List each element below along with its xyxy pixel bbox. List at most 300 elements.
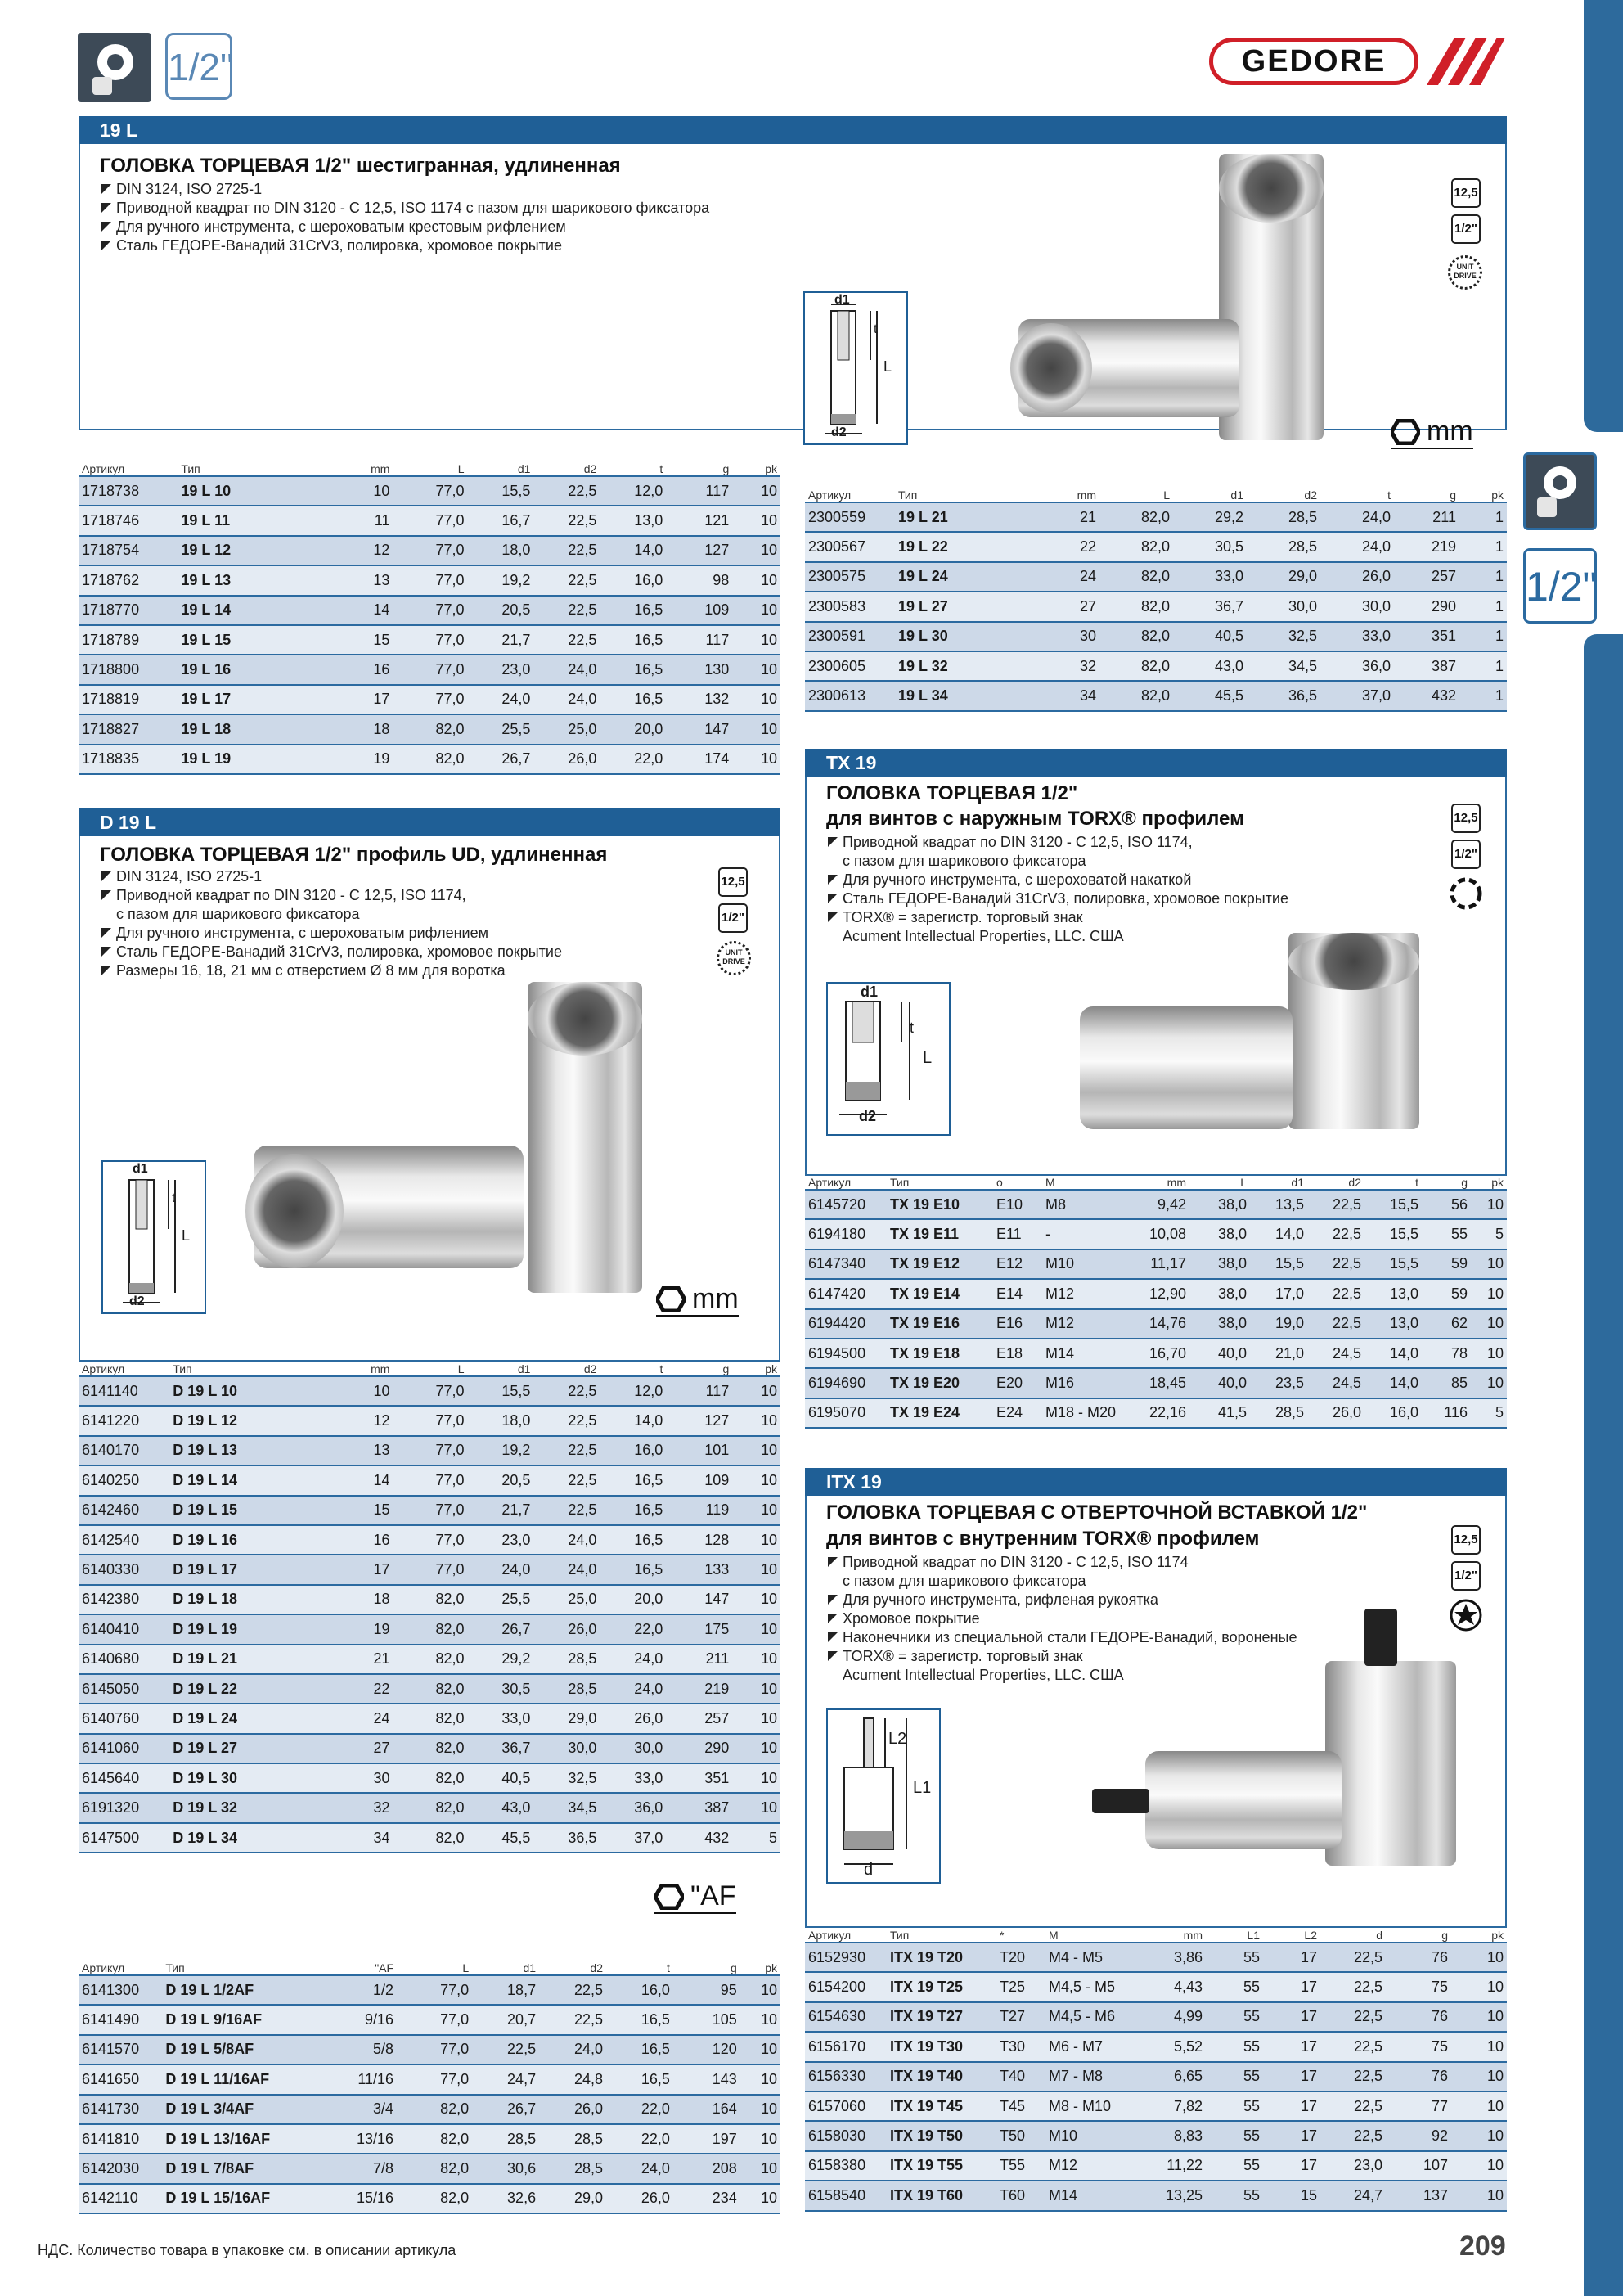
table-row <box>805 2062 1507 2091</box>
table-cell: 14,0 <box>1364 1368 1422 1398</box>
dim-t: t <box>172 1191 176 1205</box>
table-cell: 22,5 <box>1320 1972 1386 2001</box>
table-cell: ITX 19 T27 <box>887 2002 996 2032</box>
table-cell: 10 <box>1451 2181 1507 2210</box>
table-row <box>79 714 780 744</box>
table-cell: 6158540 <box>805 2181 887 2210</box>
table-cell: 36,7 <box>468 1734 534 1763</box>
bullet: Для ручного инструмента, рифленая рукоятка <box>826 1591 1297 1609</box>
table-cell: 15 <box>1263 2181 1320 2210</box>
table-cell: ITX 19 T40 <box>887 2062 996 2091</box>
table-cell: 19,2 <box>468 565 534 595</box>
table-cell: 24 <box>310 1704 393 1733</box>
table-cell: 16,5 <box>600 1525 666 1555</box>
table-cell: 95 <box>673 1975 740 2005</box>
table-cell: 10 <box>732 1585 780 1614</box>
col-header: d2 <box>533 458 600 476</box>
table-cell: 105 <box>673 2005 740 2034</box>
table-cell: 5 <box>1471 1398 1507 1428</box>
table-row <box>805 1279 1507 1308</box>
table-cell: 13 <box>310 565 393 595</box>
table-cell: E24 <box>993 1398 1042 1428</box>
table-cell: 34,5 <box>533 1793 600 1822</box>
table-cell: 6147420 <box>805 1279 887 1308</box>
table-body <box>805 1943 1507 2211</box>
half-inch-icon: 1/2" <box>1451 214 1481 244</box>
col-header: t <box>600 1358 666 1376</box>
table-cell: 19 L 14 <box>178 596 310 625</box>
table-cell: 10 <box>732 1704 780 1733</box>
table-cell: 19 L 27 <box>895 592 1018 621</box>
table-cell: 17 <box>1263 2091 1320 2121</box>
table-cell: 107 <box>1386 2151 1451 2181</box>
col-header: Артикул <box>79 1358 169 1376</box>
table-cell: TX 19 E10 <box>887 1190 993 1219</box>
table-cell: 24,0 <box>533 655 600 684</box>
table-cell: 22,5 <box>533 1376 600 1406</box>
hex-icon <box>654 1884 684 1910</box>
side-half-inch-icon: 1/2" <box>1523 548 1597 624</box>
table-cell: 15,5 <box>1364 1190 1422 1219</box>
table-row <box>79 1975 780 2005</box>
table-cell: 28,5 <box>533 1674 600 1704</box>
table-cell: 19 <box>310 745 393 774</box>
dimension-diagram-itx19 <box>826 1708 941 1884</box>
table-cell: 164 <box>673 2095 740 2124</box>
table-cell: M16 <box>1042 1368 1132 1398</box>
col-header: L <box>393 458 467 476</box>
table-cell: 17,0 <box>1250 1279 1307 1308</box>
footer-note: НДС. Количество товара в упаковке см. в описании артикула <box>38 2242 456 2258</box>
table-cell: 22,5 <box>539 1975 606 2005</box>
table-cell: D 19 L 19 <box>169 1614 310 1644</box>
table-cell: 20,0 <box>600 1585 666 1614</box>
table-cell: 1/2 <box>330 1975 397 2005</box>
table-cell: 26,0 <box>606 2184 673 2213</box>
col-header: d1 <box>1173 484 1247 502</box>
table-cell: M8 - M10 <box>1045 2091 1144 2121</box>
table-cell: 127 <box>666 536 732 565</box>
table-row <box>805 2091 1507 2121</box>
table-cell: 351 <box>666 1763 732 1793</box>
table-cell: 38,0 <box>1189 1190 1250 1219</box>
table-cell: M7 - M8 <box>1045 2062 1144 2091</box>
table-cell: 33,0 <box>1173 562 1247 592</box>
table-cell: 117 <box>666 1376 732 1406</box>
table-cell: 82,0 <box>1099 592 1173 621</box>
col-header: Тип <box>895 484 1018 502</box>
table-cell: 22,0 <box>600 745 666 774</box>
table-cell: 22,5 <box>533 1436 600 1465</box>
table-row <box>805 2121 1507 2150</box>
table-cell: 16,5 <box>600 1555 666 1584</box>
table-cell: 55 <box>1206 2151 1263 2181</box>
table-cell: 22,5 <box>1320 2121 1386 2150</box>
table-row <box>79 596 780 625</box>
table-row <box>805 2151 1507 2181</box>
table-cell: 11,22 <box>1144 2151 1206 2181</box>
table-cell: 6140250 <box>79 1465 169 1495</box>
table-cell: 22,0 <box>606 2124 673 2154</box>
table-cell: 219 <box>666 1674 732 1704</box>
table-cell: 6194500 <box>805 1339 887 1368</box>
table-cell: E10 <box>993 1190 1042 1219</box>
table-cell: 4,43 <box>1144 1972 1206 2001</box>
table-cell: 6141490 <box>79 2005 162 2034</box>
table-row <box>79 565 780 595</box>
table-cell: 6156170 <box>805 2032 887 2061</box>
table-cell: 82,0 <box>1099 622 1173 651</box>
table-cell: D 19 L 5/8AF <box>162 2035 330 2064</box>
table-cell: T27 <box>996 2002 1045 2032</box>
page-number: 209 <box>1459 2231 1506 2262</box>
table-cell: 10 <box>1451 2121 1507 2150</box>
table-cell: 45,5 <box>1173 681 1247 710</box>
table-row <box>79 1465 780 1495</box>
table-cell: 77,0 <box>397 1975 472 2005</box>
table-cell: 26,0 <box>1320 562 1394 592</box>
dim-d2: d2 <box>831 425 847 439</box>
table-cell: 2300583 <box>805 592 895 621</box>
col-header: t <box>1364 1172 1422 1190</box>
table-cell: 6157060 <box>805 2091 887 2121</box>
table-cell: 40,0 <box>1189 1339 1250 1368</box>
table-row <box>805 532 1507 561</box>
table-cell: 19 L 16 <box>178 655 310 684</box>
table-cell: 6142110 <box>79 2184 162 2213</box>
bullet: DIN 3124, ISO 2725-1 <box>100 867 562 886</box>
table-cell: 55 <box>1206 2062 1263 2091</box>
table-cell: 387 <box>1394 651 1459 681</box>
col-header: d2 <box>1307 1172 1364 1190</box>
col-header: Артикул <box>805 1925 887 1943</box>
table-cell: E20 <box>993 1368 1042 1398</box>
title-tx19-line1: ГОЛОВКА ТОРЦЕВАЯ 1/2" <box>826 782 1078 804</box>
table-cell: 10 <box>732 506 780 535</box>
table-cell: 1 <box>1459 592 1507 621</box>
table-cell: 36,0 <box>1320 651 1394 681</box>
table-cell: 290 <box>1394 592 1459 621</box>
table-cell: 1 <box>1459 681 1507 710</box>
table-cell: 121 <box>666 506 732 535</box>
table-cell: 137 <box>1386 2181 1451 2210</box>
hex-af-label <box>654 1880 736 1914</box>
table-row <box>79 2095 780 2124</box>
table-cell: D 19 L 3/4AF <box>162 2095 330 2124</box>
table-cell: 36,5 <box>533 1823 600 1853</box>
table-cell: 17 <box>1263 2002 1320 2032</box>
table-cell: 6141810 <box>79 2124 162 2154</box>
table-row <box>79 1555 780 1584</box>
table-cell: 32 <box>310 1793 393 1822</box>
table-cell: D 19 L 32 <box>169 1793 310 1822</box>
table-cell: 45,5 <box>468 1823 534 1853</box>
table-cell: 32,5 <box>533 1763 600 1793</box>
bullet: Для ручного инструмента, с шероховатым рифлением <box>100 924 562 943</box>
table-cell: 34 <box>310 1823 393 1853</box>
table-cell: 18,0 <box>468 536 534 565</box>
table-cell: 10 <box>1451 1943 1507 1972</box>
table-cell: 77,0 <box>393 1376 467 1406</box>
table-cell: 17 <box>310 1555 393 1584</box>
table-cell: 55 <box>1206 2181 1263 2210</box>
table-d19l-af <box>79 1957 780 2214</box>
table-cell: 26,0 <box>1307 1398 1364 1428</box>
table-cell: 16,0 <box>606 1975 673 2005</box>
table-cell: 16,0 <box>600 565 666 595</box>
table-cell: E18 <box>993 1339 1042 1368</box>
table-cell: 208 <box>673 2154 740 2183</box>
table-cell: 77,0 <box>393 1406 467 1435</box>
table-cell: 82,0 <box>397 2184 472 2213</box>
table-cell: 16,5 <box>600 596 666 625</box>
col-header: Тип <box>887 1172 993 1190</box>
bullet-continuation: с пазом для шарикового фиксатора <box>843 853 1086 869</box>
table-cell: 13,0 <box>1364 1309 1422 1339</box>
table-cell: 24,0 <box>606 2154 673 2183</box>
table-cell: 6140760 <box>79 1704 169 1733</box>
table-cell: 1718835 <box>79 745 178 774</box>
table-cell: 77,0 <box>393 565 467 595</box>
table-cell: 6140410 <box>79 1614 169 1644</box>
col-header: Тип <box>169 1358 310 1376</box>
table-cell: 24,0 <box>533 685 600 714</box>
dim-L2: L2 <box>888 1730 907 1748</box>
side-tab-bottom <box>1584 634 1623 2296</box>
table-cell: 12,90 <box>1132 1279 1189 1308</box>
table-cell: 26,0 <box>539 2095 606 2124</box>
table-cell: 16 <box>310 1525 393 1555</box>
table-cell: 19 L 11 <box>178 506 310 535</box>
table-cell: 34,5 <box>1247 651 1320 681</box>
table-cell: 15,5 <box>1364 1219 1422 1249</box>
table-cell: 19 L 18 <box>178 714 310 744</box>
col-header: mm <box>1132 1172 1189 1190</box>
col-header: d1 <box>472 1957 539 1975</box>
col-header: g <box>1394 484 1459 502</box>
col-header: d <box>1320 1925 1386 1943</box>
table-row <box>805 1219 1507 1249</box>
table-cell: M12 <box>1042 1309 1132 1339</box>
table-cell: TX 19 E16 <box>887 1309 993 1339</box>
table-cell: 6141220 <box>79 1406 169 1435</box>
table-cell: 30,0 <box>533 1734 600 1763</box>
table-cell: 10,08 <box>1132 1219 1189 1249</box>
table-cell: 29,0 <box>533 1704 600 1733</box>
table-cell: 1718819 <box>79 685 178 714</box>
table-row <box>805 2032 1507 2061</box>
table-cell: 11/16 <box>330 2064 397 2094</box>
table-cell: 28,5 <box>539 2124 606 2154</box>
table-row <box>79 1376 780 1406</box>
title-d19l: ГОЛОВКА ТОРЦЕВАЯ 1/2" профиль UD, удлиненная <box>100 844 608 866</box>
side-tab-top <box>1584 0 1623 432</box>
table-row <box>79 536 780 565</box>
dim-L1: L1 <box>913 1779 932 1797</box>
table-cell: 10 <box>732 1763 780 1793</box>
table-cell: ITX 19 T25 <box>887 1972 996 2001</box>
table-cell: 22,5 <box>533 596 600 625</box>
col-header: L2 <box>1263 1925 1320 1943</box>
table-cell: 6195070 <box>805 1398 887 1428</box>
table-cell: ITX 19 T45 <box>887 2091 996 2121</box>
table-cell: 14 <box>310 1465 393 1495</box>
table-cell: 10 <box>740 2064 780 2094</box>
table-cell: 432 <box>666 1823 732 1853</box>
table-cell: 82,0 <box>1099 532 1173 561</box>
table-cell: 29,0 <box>1247 562 1320 592</box>
table-row <box>805 2002 1507 2032</box>
table-cell: D 19 L 27 <box>169 1734 310 1763</box>
half-inch-icon: 1/2" <box>1451 1561 1481 1591</box>
table-cell: 5 <box>732 1823 780 1853</box>
table-body <box>805 1190 1507 1428</box>
table-cell: 10 <box>1451 2002 1507 2032</box>
table-cell: 1 <box>1459 502 1507 532</box>
table-cell: 9/16 <box>330 2005 397 2034</box>
table-cell: 82,0 <box>393 1823 467 1853</box>
table-cell: 2300575 <box>805 562 895 592</box>
table-cell: 10 <box>310 476 393 506</box>
table-cell: 14,76 <box>1132 1309 1189 1339</box>
table-cell: 8,83 <box>1144 2121 1206 2150</box>
table-cell: D 19 L 13/16AF <box>162 2124 330 2154</box>
table-row <box>805 592 1507 621</box>
table-cell: 13,25 <box>1144 2181 1206 2210</box>
bit-socket-photo-upright <box>1325 1661 1456 1866</box>
table-cell: 119 <box>666 1496 732 1525</box>
table-cell: 13 <box>310 1436 393 1465</box>
col-header: t <box>1320 484 1394 502</box>
bullets-19l <box>100 180 709 255</box>
table-cell: 15,5 <box>468 476 534 506</box>
table-cell: 22,5 <box>1307 1249 1364 1279</box>
table-cell: 24,7 <box>1320 2181 1386 2210</box>
table-cell: 109 <box>666 1465 732 1495</box>
table-cell: 6194420 <box>805 1309 887 1339</box>
table-cell: 6142380 <box>79 1585 169 1614</box>
table-cell: 17 <box>310 685 393 714</box>
table-row <box>805 1309 1507 1339</box>
table-cell: 6147500 <box>79 1823 169 1853</box>
table-cell: 82,0 <box>1099 681 1173 710</box>
table-cell: 24,0 <box>533 1525 600 1555</box>
table-itx19 <box>805 1925 1507 2212</box>
torque-12-5-icon: 12,5 <box>1451 1525 1481 1555</box>
table-cell: 77,0 <box>393 506 467 535</box>
table-cell: 22,16 <box>1132 1398 1189 1428</box>
col-header: pk <box>1459 484 1507 502</box>
table-cell: 2300591 <box>805 622 895 651</box>
table-cell: 56 <box>1422 1190 1471 1219</box>
table-cell: T40 <box>996 2062 1045 2091</box>
table-tx19 <box>805 1172 1507 1429</box>
col-header: g <box>1422 1172 1471 1190</box>
table-cell: M8 <box>1042 1190 1132 1219</box>
table-cell: 6194180 <box>805 1219 887 1249</box>
table-cell: 17 <box>1263 2062 1320 2091</box>
table-cell: 120 <box>673 2035 740 2064</box>
hex-icon <box>1391 419 1420 445</box>
table-cell: 75 <box>1386 1972 1451 2001</box>
table-cell: 75 <box>1386 2032 1451 2061</box>
dimension-diagram-d19l <box>101 1160 206 1314</box>
table-cell: 16,5 <box>606 2035 673 2064</box>
socket-opening <box>1288 933 1419 990</box>
table-cell: 109 <box>666 596 732 625</box>
table-cell: 10 <box>732 625 780 655</box>
table-cell: 41,5 <box>1189 1398 1250 1428</box>
bullet-continuation: Acument Intellectual Properties, LLC. США <box>843 1667 1124 1683</box>
table-cell: 36,7 <box>1173 592 1247 621</box>
table-cell: 22,5 <box>1320 2032 1386 2061</box>
bullet: Наконечники из специальной стали ГЕДОРЕ-Ванадий, вороненые <box>826 1628 1297 1647</box>
col-header: d2 <box>539 1957 606 1975</box>
table-cell: 18 <box>310 714 393 744</box>
table-cell: 175 <box>666 1614 732 1644</box>
table-cell: 23,0 <box>1320 2151 1386 2181</box>
col-header: d1 <box>1250 1172 1307 1190</box>
table-cell: 12,0 <box>600 1376 666 1406</box>
col-header: * <box>996 1925 1045 1943</box>
table-cell: 26,0 <box>533 1614 600 1644</box>
table-cell: 6154200 <box>805 1972 887 2001</box>
table-cell: 133 <box>666 1555 732 1584</box>
table-cell: T25 <box>996 1972 1045 2001</box>
table-row <box>79 476 780 506</box>
table-cell: 62 <box>1422 1309 1471 1339</box>
table-cell: 82,0 <box>393 745 467 774</box>
table-cell: 77,0 <box>393 1555 467 1584</box>
table-row <box>79 1614 780 1644</box>
table-cell: 82,0 <box>1099 562 1173 592</box>
table-cell: 10 <box>1451 1972 1507 2001</box>
table-cell: 16,5 <box>600 625 666 655</box>
bullet: Сталь ГЕДОРЕ-Ванадий 31CrV3, полировка, хромовое покрытие <box>100 943 562 961</box>
table-cell: 59 <box>1422 1279 1471 1308</box>
table-cell: 18,0 <box>468 1406 534 1435</box>
col-header: o <box>993 1172 1042 1190</box>
table-cell: 82,0 <box>393 1704 467 1733</box>
table-cell: 11,17 <box>1132 1249 1189 1279</box>
table-cell: T30 <box>996 2032 1045 2061</box>
table-cell: 17 <box>1263 2121 1320 2150</box>
dim-L: L <box>182 1227 191 1244</box>
table-cell: 26,7 <box>468 745 534 774</box>
table-cell: 28,5 <box>472 2124 539 2154</box>
bullet: Сталь ГЕДОРЕ-Ванадий 31CrV3, полировка, хромовое покрытие <box>826 889 1288 908</box>
table-cell: E11 <box>993 1219 1042 1249</box>
torque-12-5-icon: 12,5 <box>1451 804 1481 833</box>
table-cell: 6141650 <box>79 2064 162 2094</box>
table-cell: D 19 L 16 <box>169 1525 310 1555</box>
table-cell: 24 <box>1018 562 1099 592</box>
table-cell: 19 L 17 <box>178 685 310 714</box>
hex-icon <box>656 1286 686 1312</box>
table-cell: 82,0 <box>397 2154 472 2183</box>
table-cell: 28,5 <box>1247 532 1320 561</box>
table-cell: 38,0 <box>1189 1279 1250 1308</box>
table-cell: 16,5 <box>600 1496 666 1525</box>
col-header: g <box>673 1957 740 1975</box>
table-cell: 19 L 10 <box>178 476 310 506</box>
table-cell: 14,0 <box>600 1406 666 1435</box>
table-cell: 16,5 <box>606 2064 673 2094</box>
title-itx19-line1: ГОЛОВКА ТОРЦЕВАЯ С ОТВЕРТОЧНОЙ ВСТАВКОЙ 1/2" <box>826 1501 1368 1524</box>
torx-internal-icon <box>1450 1599 1482 1632</box>
col-header: mm <box>310 458 393 476</box>
table-cell: 77,0 <box>393 685 467 714</box>
